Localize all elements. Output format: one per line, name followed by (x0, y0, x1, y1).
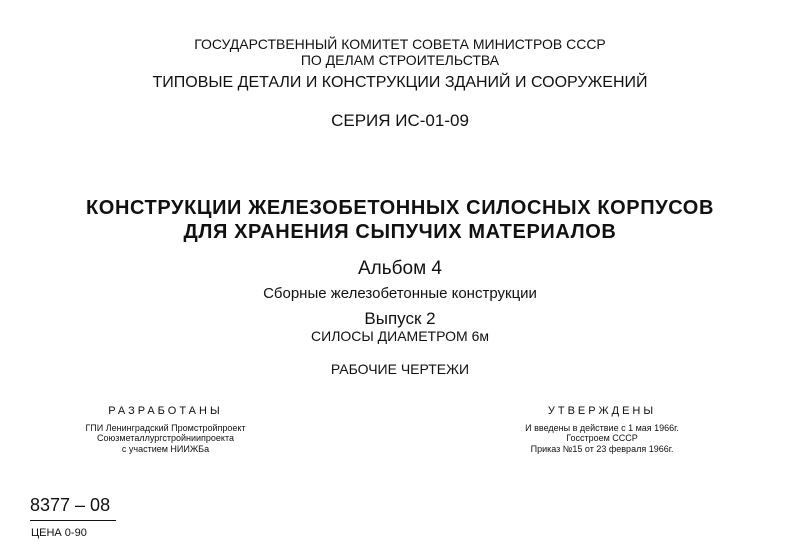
title-line-1-text: КОНСТРУКЦИИ ЖЕЛЕЗОБЕТОННЫХ СИЛОСНЫХ КОРПУСОВ (85, 197, 714, 219)
issue-subtitle-text: СИЛОСЫ ДИАМЕТРОМ 6м (311, 328, 489, 344)
issue-label (0, 310, 800, 327)
committee-line-2 (0, 53, 800, 67)
developed-line-3: с участием НИИЖБа (121, 443, 210, 454)
album-subtitle-text: Сборные железобетонные конструкции (263, 285, 537, 302)
title-line-2-text: ДЛЯ ХРАНЕНИЯ СЫПУЧИХ МАТЕРИАЛОВ (183, 221, 617, 243)
typical-details-text: ТИПОВЫЕ ДЕТАЛИ И КОНСТРУКЦИИ ЗДАНИЙ И СООРУЖЕНИЙ (152, 74, 648, 91)
developed-line-2: Союзметаллургстройниипроекта (97, 433, 234, 444)
album-subtitle (0, 286, 800, 301)
approved-heading: УТВЕРЖДЕНЫ (547, 405, 657, 417)
issue-label-text: Выпуск 2 (364, 309, 436, 328)
album-label (0, 259, 800, 278)
committee-line-1-text: ГОСУДАРСТВЕННЫЙ КОМИТЕТ СОВЕТА МИНИСТРОВ СССР (194, 36, 606, 52)
developed-heading: РАЗРАБОТАНЫ (108, 405, 223, 417)
title-line-2 (0, 222, 800, 242)
approved-line-2: Госстроем СССР (566, 433, 638, 444)
album-label-text: Альбом 4 (357, 258, 442, 279)
series-text: СЕРИЯ ИС-01-09 (331, 111, 469, 130)
approved-line-3: Приказ №15 от 23 февраля 1966г. (530, 443, 674, 454)
typical-details-line (0, 75, 800, 91)
developed-line-1: ГПИ Ленинградский Промстройпроект (85, 423, 246, 433)
document-code: 8377 – 08 (30, 495, 111, 515)
committee-line-2-text: ПО ДЕЛАМ СТРОИТЕЛЬСТВА (300, 52, 500, 68)
approved-line-1: И введены в действие с 1 мая 1966г. (525, 423, 679, 433)
working-drawings-label (0, 362, 800, 376)
committee-line-1 (0, 37, 800, 51)
approved-block (514, 405, 690, 454)
price-label: ЦЕНА 0-90 (31, 527, 87, 539)
working-drawings-text: РАБОЧИЕ ЧЕРТЕЖИ (330, 361, 470, 377)
series-line (0, 112, 800, 129)
document-code-underline (30, 520, 116, 521)
title-line-1 (0, 198, 800, 218)
developed-by-block (63, 405, 268, 454)
issue-subtitle (0, 329, 800, 343)
